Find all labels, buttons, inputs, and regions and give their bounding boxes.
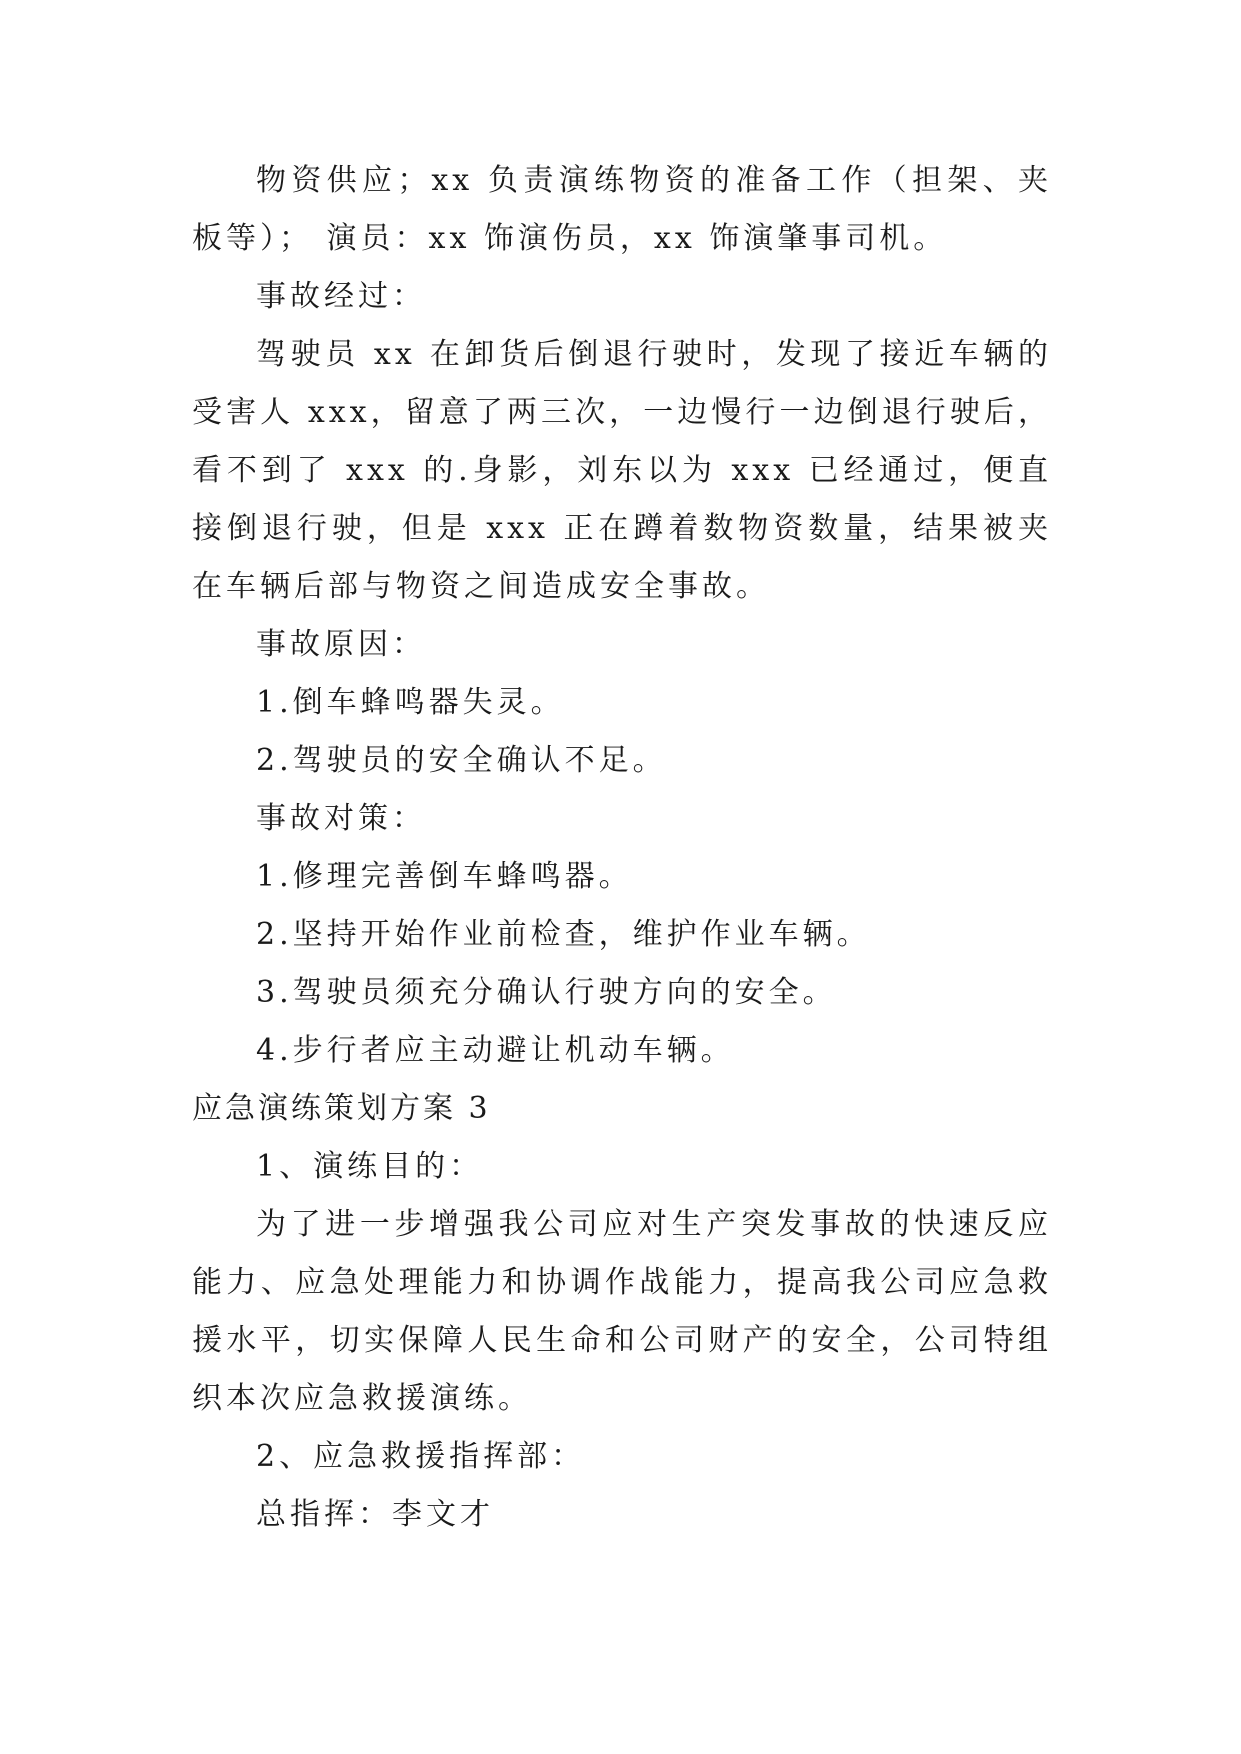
list-item-measure-3: 3.驾驶员须充分确认行驶方向的安全。 xyxy=(256,975,837,1010)
document-body xyxy=(192,152,1052,1544)
paragraph-drill-purpose: 为了进一步增强我公司应对生产突发事故的快速反应能力、应急处理能力和协调作战能力，提高我公司应急救援水平，切实保障人民生命和公司财产的安全，公司特组织本次应急救援演练。 xyxy=(192,1207,1052,1416)
list-item-measure-4: 4.步行者应主动避让机动车辆。 xyxy=(256,1033,735,1068)
paragraph-accident-process: 驾驶员 xx 在卸货后倒退行驶时，发现了接近车辆的受害人 xxx，留意了两三次，一边慢行一边倒退行驶后，看不到了 xxx 的.身影，刘东以为 xxx 已经通过，便直接倒退行驶，但是 xxx 正在蹲着数物资数量，结果被夹在车辆后部与物资之间造成安全事故。 xyxy=(192,337,1052,604)
list-item-cause-1: 1.倒车蜂鸣器失灵。 xyxy=(256,685,565,720)
heading-accident-countermeasures: 事故对策： xyxy=(256,801,426,836)
heading-accident-cause: 事故原因： xyxy=(256,627,426,662)
list-item-cause-2: 2.驾驶员的安全确认不足。 xyxy=(256,743,667,778)
paragraph-commander: 总指挥：李文才 xyxy=(256,1497,494,1532)
heading-accident-process: 事故经过： xyxy=(256,279,426,314)
section-title-plan-3: 应急演练策划方案 3 xyxy=(192,1091,491,1126)
heading-command-center: 2、应急救援指挥部： xyxy=(256,1439,586,1474)
list-item-measure-2: 2.坚持开始作业前检查，维护作业车辆。 xyxy=(256,917,871,952)
heading-drill-purpose: 1、演练目的： xyxy=(256,1149,484,1184)
paragraph-supplies-actors: 物资供应；xx 负责演练物资的准备工作（担架、夹板等）； 演员：xx 饰演伤员，xx 饰演肇事司机。 xyxy=(192,163,1052,256)
list-item-measure-1: 1.修理完善倒车蜂鸣器。 xyxy=(256,859,633,894)
